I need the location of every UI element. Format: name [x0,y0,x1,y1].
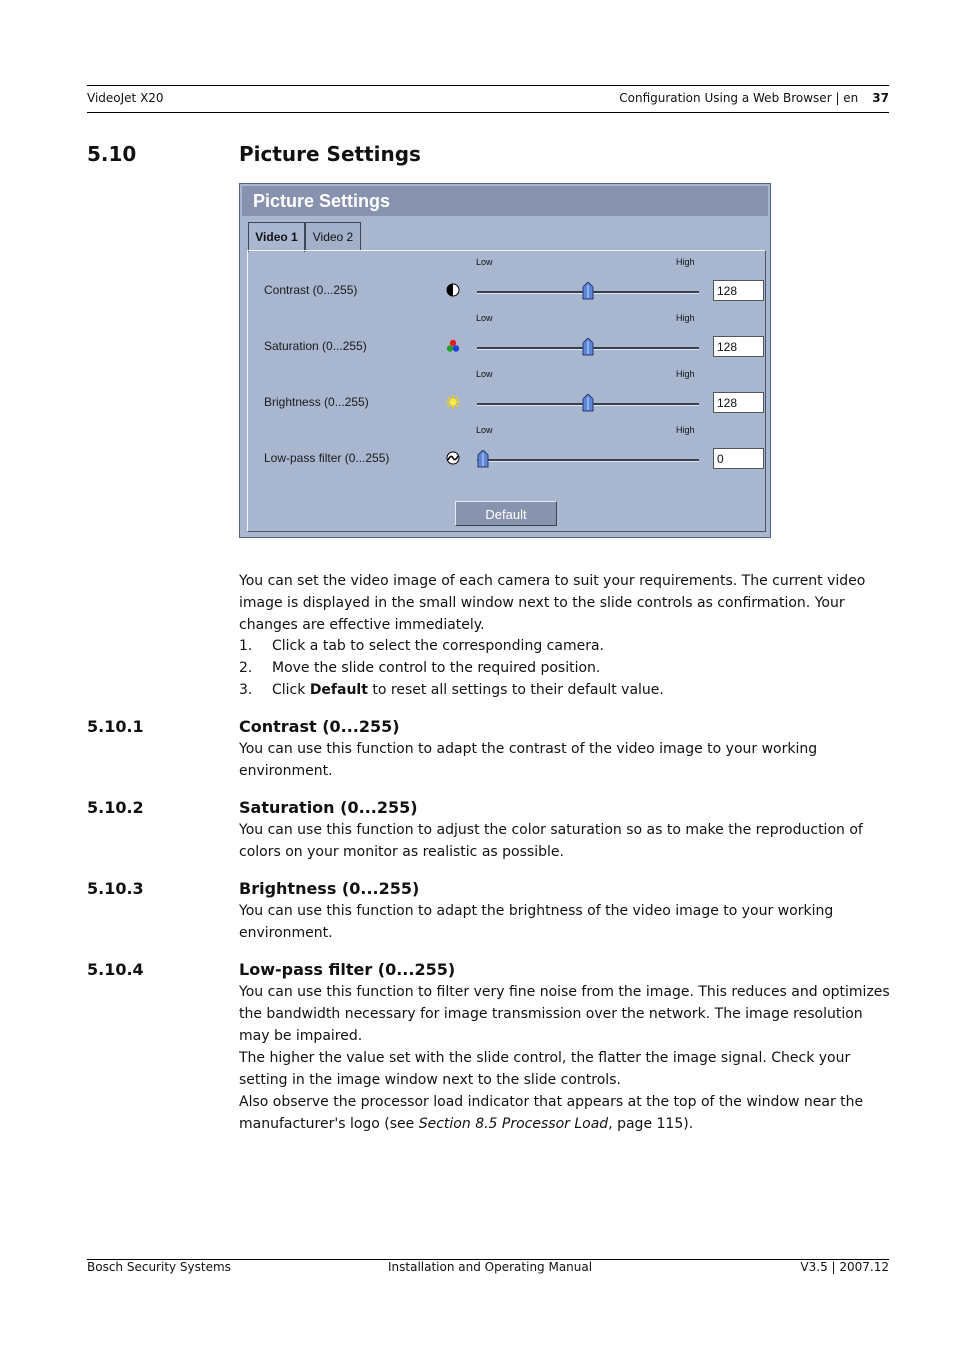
low-label: Low [476,257,493,267]
subsection-title: Contrast (0...255) [239,717,400,736]
lowpass-slider-track[interactable] [477,459,699,462]
paragraph: You can use this function to adapt the brightness of the video image to your working environment. [239,903,834,941]
subsection-text [239,981,891,1135]
high-label: High [676,257,695,267]
page-footer [87,1259,889,1280]
lowpass-row [248,419,765,475]
tab-video-2[interactable]: Video 2 [305,222,361,250]
page-header [87,85,889,113]
step-text: Click a tab to select the corresponding camera. [272,638,604,654]
low-label: Low [476,313,493,323]
cross-reference-link[interactable]: Section 8.5 Processor Load [418,1116,609,1132]
header-product: VideoJet X20 [87,91,164,105]
contrast-row [248,251,765,307]
subsection-number: 5.10.1 [87,717,144,736]
step-text: to reset all settings to their default value. [367,682,664,698]
saturation-value-input[interactable]: 128 [713,336,764,357]
lowpass-label: Low-pass filter (0...255) [264,451,390,465]
text-span: , page 115). [608,1116,694,1132]
default-button[interactable]: Default [455,501,557,526]
step-number: 3. [239,682,253,698]
brightness-value-input[interactable]: 128 [713,392,764,413]
paragraph: You can use this function to adjust the color saturation so as to make the reproduction of colors on your monitor as realistic as possible. [239,822,863,860]
settings-frame [247,250,766,532]
contrast-slider-thumb[interactable] [582,282,594,300]
brightness-label: Brightness (0...255) [264,395,369,409]
footer-company: Bosch Security Systems [87,1260,231,1274]
list-item [239,657,664,679]
subsection-title: Brightness (0...255) [239,879,420,898]
filter-icon [446,451,460,465]
lowpass-value-input[interactable]: 0 [713,448,764,469]
subsection-text [239,819,891,863]
section-title: Picture Settings [239,142,421,166]
step-bold-text: Default [309,682,368,698]
high-label: High [676,313,695,323]
picture-settings-panel [239,183,771,538]
list-item [239,679,664,701]
list-item [239,635,664,657]
sun-icon [446,395,460,409]
subsection-text [239,738,891,782]
footer-manual: Installation and Operating Manual [388,1260,593,1274]
subsection-title: Low-pass filter (0...255) [239,960,456,979]
page-number: 37 [872,91,889,105]
high-label: High [676,369,695,379]
step-text: Click [272,682,310,698]
steps-list [239,635,664,701]
saturation-label: Saturation (0...255) [264,339,367,353]
brightness-row [248,363,765,419]
lowpass-slider-thumb[interactable] [477,450,489,468]
paragraph: The higher the value set with the slide control, the flatter the image signal. Check your setting in the image window next to the slide controls. [239,1050,851,1088]
color-saturation-icon [446,339,460,353]
step-number: 1. [239,638,253,654]
high-label: High [676,425,695,435]
step-text: Move the slide control to the required position. [272,660,601,676]
subsection-text [239,900,891,944]
saturation-row [248,307,765,363]
paragraph: You can use this function to adapt the contrast of the video image to your working environment. [239,741,818,779]
subsection-title: Saturation (0...255) [239,798,418,817]
tab-video-1[interactable]: Video 1 [248,222,305,252]
contrast-value-input[interactable]: 128 [713,280,764,301]
header-chapter [619,91,889,105]
step-number: 2. [239,660,253,676]
contrast-label: Contrast (0...255) [264,283,358,297]
low-label: Low [476,425,493,435]
footer-version: V3.5 | 2007.12 [800,1260,889,1274]
header-chapter-text: Configuration Using a Web Browser | en [619,91,859,105]
paragraph: You can use this function to filter very fine noise from the image. This reduces and optimizes the bandwidth necessary for image transmission over the network. The image resolution may be impaired. [239,984,890,1044]
text-span: Also observe the processor load indicator that appears at the top of the window near the manufacturer's logo (see [239,1094,864,1132]
intro-text: You can set the video image of each camera to suit your requirements. The current video image is displayed in the small window next to the slide controls as confirmation. Your changes are effective immediately. [239,573,866,633]
saturation-slider-thumb[interactable] [582,338,594,356]
paragraph [239,1091,891,1135]
contrast-icon [446,283,460,297]
subsection-number: 5.10.3 [87,879,144,898]
low-label: Low [476,369,493,379]
panel-title: Picture Settings [242,186,768,216]
section-number: 5.10 [87,142,137,166]
subsection-number: 5.10.2 [87,798,144,817]
intro-paragraph [239,570,891,636]
subsection-number: 5.10.4 [87,960,144,979]
brightness-slider-thumb[interactable] [582,394,594,412]
